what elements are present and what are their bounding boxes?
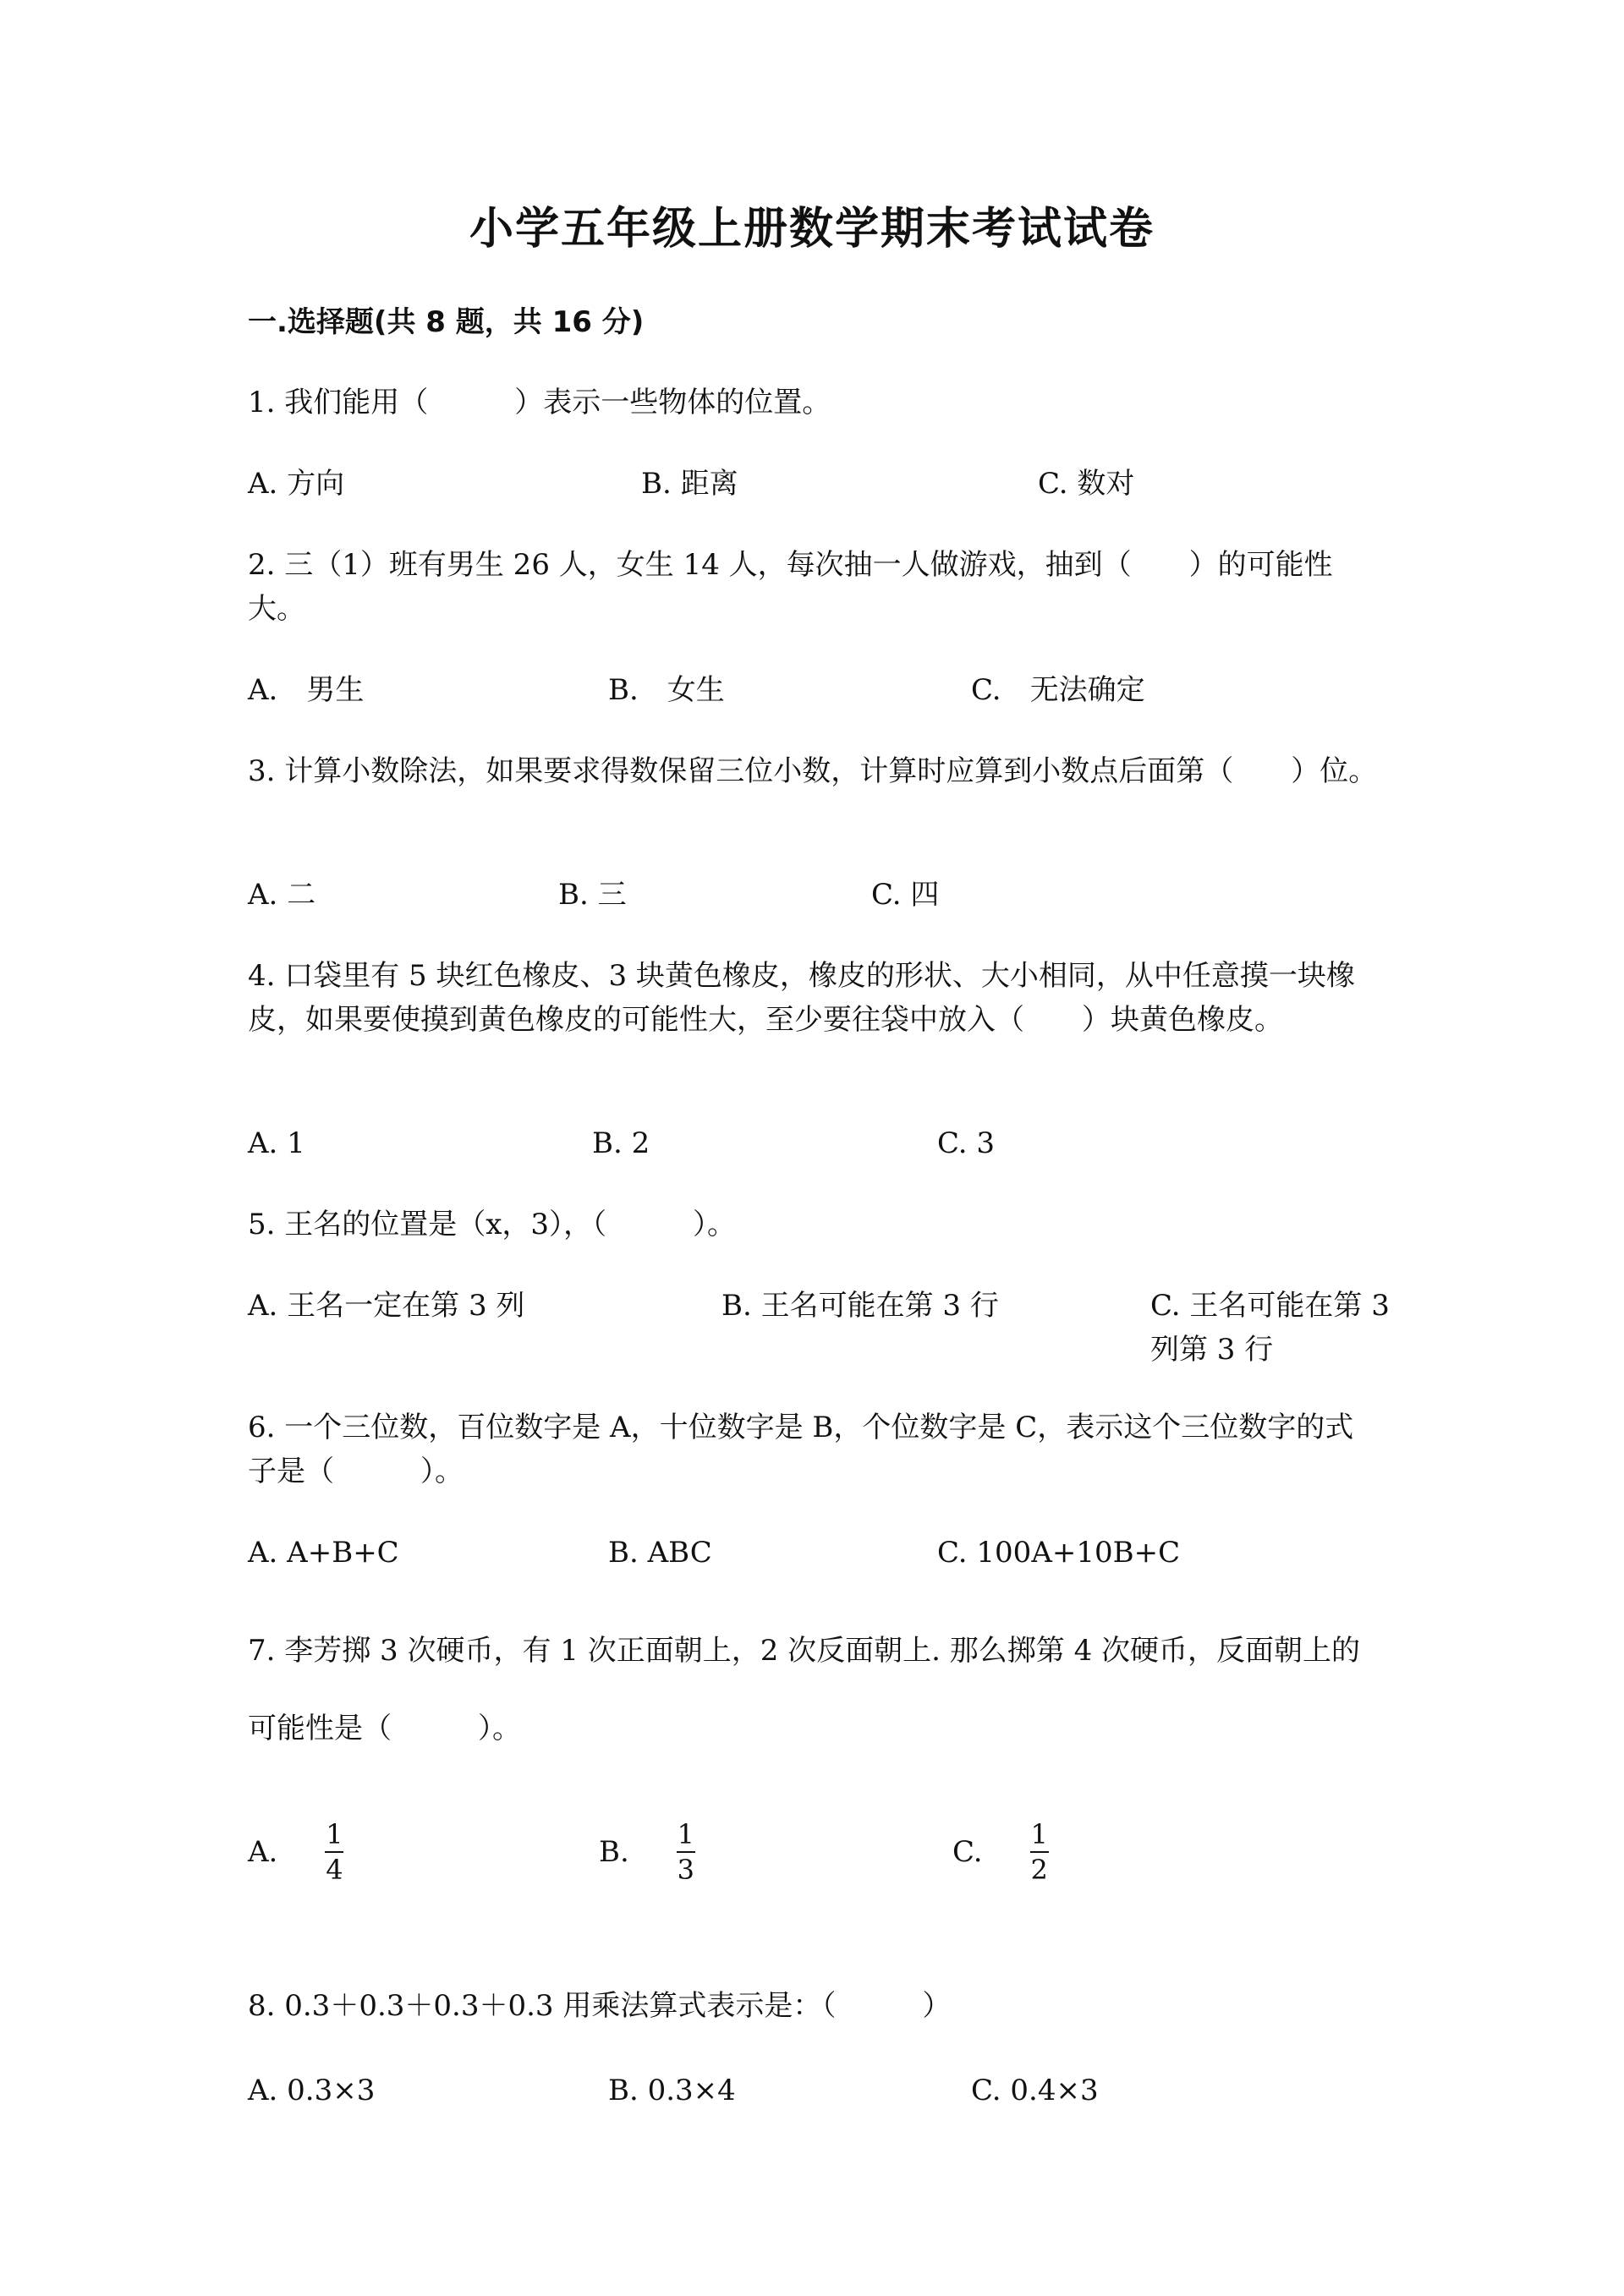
question-1-option-a: A. 方向 xyxy=(248,467,345,501)
question-6-option-b: B. ABC xyxy=(608,1536,712,1570)
section-heading: 一.选择题(共 8 题，共 16 分) xyxy=(248,305,645,339)
question-4-option-a: A. 1 xyxy=(248,1126,305,1160)
question-6-stem: 6. 一个三位数，百位数字是 A，十位数字是 B，个位数字是 C，表示这个三位数字的式子是（ ）。 xyxy=(248,1411,1354,1488)
question-3-stem: 3. 计算小数除法，如果要求得数保留三位小数，计算时应算到小数点后面第（ ）位。 xyxy=(248,754,1378,788)
question-1-option-c: C. 数对 xyxy=(1038,467,1135,501)
question-5-option-b: B. 王名可能在第 3 行 xyxy=(721,1289,999,1323)
fraction-bar xyxy=(325,1851,343,1853)
question-2-option-c: C. 无法确定 xyxy=(971,673,1145,707)
question-8-option-c: C. 0.4×3 xyxy=(971,2074,1099,2107)
fraction-one-quarter xyxy=(325,1820,343,1884)
question-6-option-c: C. 100A+10B+C xyxy=(937,1536,1181,1570)
question-3-option-a: A. 二 xyxy=(248,878,316,912)
question-8-stem: 8. 0.3＋0.3＋0.3＋0.3 用乘法算式表示是：（ ） xyxy=(248,1989,952,2023)
fraction-bar xyxy=(1030,1851,1049,1853)
question-7-option-a xyxy=(248,1820,343,1884)
fraction-numerator: 1 xyxy=(1030,1818,1048,1850)
fraction-numerator: 1 xyxy=(326,1818,343,1850)
question-7-option-c xyxy=(952,1820,1049,1884)
fraction-numerator: 1 xyxy=(677,1818,694,1850)
question-2-option-a: A. 男生 xyxy=(248,673,365,707)
question-1-option-b: B. 距离 xyxy=(641,467,738,501)
question-7-option-c-label: C. xyxy=(952,1835,983,1869)
question-2-stem: 2. 三（1）班有男生 26 人，女生 14 人，每次抽一人做游戏，抽到（ ）的可能性大。 xyxy=(248,548,1333,626)
question-7-option-b xyxy=(599,1820,695,1884)
question-4-option-b: B. 2 xyxy=(592,1126,650,1160)
question-1-stem: 1. 我们能用（ ）表示一些物体的位置。 xyxy=(248,386,831,419)
question-5-option-a: A. 王名一定在第 3 列 xyxy=(248,1289,525,1323)
question-3-option-b: B. 三 xyxy=(558,878,627,912)
question-7-option-a-label: A. xyxy=(248,1835,278,1869)
question-4-stem: 4. 口袋里有 5 块红色橡皮、3 块黄色橡皮，橡皮的形状、大小相同，从中任意摸一块橡皮，如果要使摸到黄色橡皮的可能性大，至少要往袋中放入（ ）块黄色橡皮。 xyxy=(248,959,1355,1037)
question-6-option-a: A. A+B+C xyxy=(248,1536,399,1570)
fraction-denominator: 2 xyxy=(1030,1854,1048,1886)
fraction-bar xyxy=(677,1851,695,1853)
question-7-option-b-label: B. xyxy=(599,1835,629,1869)
question-2-option-b: B. 女生 xyxy=(608,673,725,707)
question-5-option-c: C. 王名可能在第 3 列第 3 行 xyxy=(1150,1289,1390,1367)
question-8-option-b: B. 0.3×4 xyxy=(608,2074,736,2107)
fraction-one-third xyxy=(677,1820,695,1884)
question-5-stem: 5. 王名的位置是（x，3），（ ）。 xyxy=(248,1208,737,1241)
fraction-denominator: 3 xyxy=(677,1854,694,1886)
question-7-stem: 7. 李芳掷 3 次硬币，有 1 次正面朝上，2 次反面朝上. 那么掷第 4 次硬币，反面朝上的可能性是（ ）。 xyxy=(248,1634,1361,1745)
question-8-option-a: A. 0.3×3 xyxy=(248,2074,376,2107)
fraction-denominator: 4 xyxy=(326,1854,343,1886)
fraction-one-half xyxy=(1030,1820,1049,1884)
page-title: 小学五年级上册数学期末考试试卷 xyxy=(469,204,1155,255)
question-4-option-c: C. 3 xyxy=(937,1126,996,1160)
question-3-option-c: C. 四 xyxy=(871,878,940,912)
